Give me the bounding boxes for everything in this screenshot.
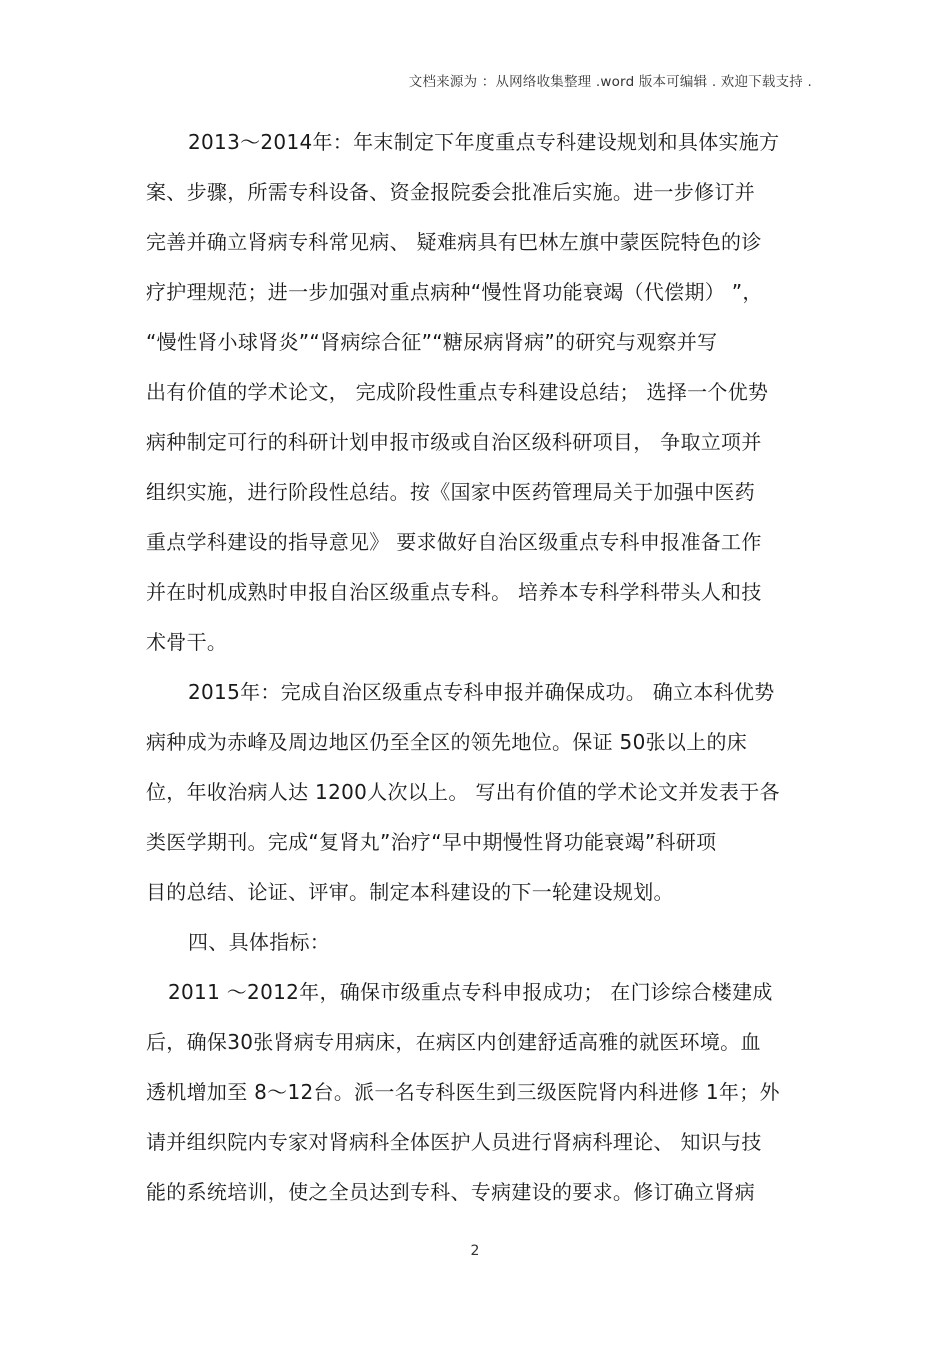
text-line: 术骨干。 <box>146 630 228 654</box>
text-line: 组织实施，进行阶段性总结。按《国家中医药管理局关于加强中医药 <box>146 480 755 504</box>
text-line: 2013～2014年：年末制定下年度重点专科建设规划和具体实施方 <box>188 130 780 154</box>
text-line: 病种成为赤峰及周边地区仍至全区的领先地位。保证 50张以上的床 <box>146 730 748 754</box>
section-heading: 四、具体指标： <box>188 930 331 954</box>
text-line: 透机增加至 8～12台。派一名专科医生到三级医院肾内科进修 1年；外 <box>146 1080 780 1104</box>
text-line: 2011 ～2012年，确保市级重点专科申报成功； 在门诊综合楼建成 <box>168 980 773 1004</box>
text-line: 请并组织院内专家对肾病科全体医护人员进行肾病科理论、 知识与技 <box>146 1130 762 1154</box>
text-line: 位，年收治病人达 1200人次以上。 写出有价值的学术论文并发表于各 <box>146 780 780 804</box>
text-line: 后，确保30张肾病专用病床，在病区内创建舒适高雅的就医环境。血 <box>146 1030 761 1054</box>
page-header: 文档来源为 ：从网络收集整理 .word 版本可编辑 . 欢迎下载支持 . <box>408 74 812 90</box>
page-number: 2 <box>470 1243 480 1259</box>
text-line: 目的总结、论证、评审。制定本科建设的下一轮建设规划。 <box>146 880 674 904</box>
text-line: 并在时机成熟时申报自治区级重点专科。 培养本专科学科带头人和技 <box>146 580 762 604</box>
text-line: 能的系统培训，使之全员达到专科、专病建设的要求。修订确立肾病 <box>146 1180 755 1204</box>
text-line: 2015年：完成自治区级重点专科申报并确保成功。 确立本科优势 <box>188 680 775 704</box>
text-line: 病种制定可行的科研计划申报市级或自治区级科研项目， 争取立项并 <box>146 430 762 454</box>
text-line: 出有价值的学术论文， 完成阶段性重点专科建设总结； 选择一个优势 <box>146 380 769 404</box>
text-line: 疗护理规范；进一步加强对重点病种“慢性肾功能衰竭（代偿期） ”， <box>146 280 763 304</box>
text-line: 类医学期刊。完成“复肾丸”治疗“早中期慢性肾功能衰竭”科研项 <box>146 830 717 854</box>
text-line: 重点学科建设的指导意见》 要求做好自治区级重点专科申报准备工作 <box>146 530 762 554</box>
text-line: 完善并确立肾病专科常见病、 疑难病具有巴林左旗中蒙医院特色的诊 <box>146 230 762 254</box>
text-line: 案、步骤，所需专科设备、资金报院委会批准后实施。进一步修订并 <box>146 180 755 204</box>
text-line: “慢性肾小球肾炎”“肾病综合征”“糖尿病肾病”的研究与观察并写 <box>146 330 718 354</box>
